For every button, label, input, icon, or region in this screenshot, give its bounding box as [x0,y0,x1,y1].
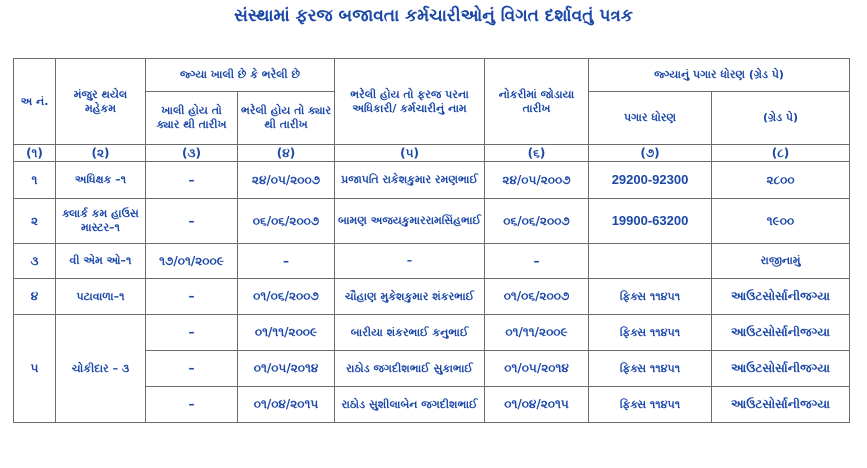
cell-employee-name: – [335,244,485,279]
header-grade-pay: (ગ્રેડ પે) [712,92,850,145]
cell-joined: ૦૧/૦૫/૨૦૧૪ [485,351,589,387]
cell-filled-from: ૨૪/૦૫/૨૦૦૭ [238,162,335,199]
cell-joined: ૦૬/૦૬/૨૦૦૭ [485,199,589,244]
column-number: (૫) [335,145,485,162]
cell-grade-pay: આઉટસોર્સાનીજગ્યા [712,315,850,351]
cell-vacant-from: – [146,279,238,315]
cell-sr: ૨ [14,199,56,244]
cell-pay-scale: ફિક્સ ૧૧૪૫૧ [589,351,712,387]
column-number: (૧) [14,145,56,162]
cell-grade-pay: આઉટસોર્સાનીજગ્યા [712,351,850,387]
cell-vacant-from: – [146,315,238,351]
header-vacancy-status: જ્ગ્યા ખાલી છે કે ભરેલી છે [146,59,335,92]
cell-pay-scale: ફિક્સ ૧૧૪૫૧ [589,279,712,315]
cell-employee-name: રાઠોડ સુશીલાબેન જગદીશભાઈ [335,387,485,423]
column-number: (૪) [238,145,335,162]
cell-employee-name: બારીયા શંકરભાઈ કનુભાઈ [335,315,485,351]
cell-post: પટાવાળા–૧ [56,279,146,315]
cell-pay-scale: 19900-63200 [589,199,712,244]
cell-employee-name: ચૌહાણ મુકેશકુમાર શંકરભાઈ [335,279,485,315]
cell-filled-from: ૦૧/૦૪/૨૦૧૫ [238,387,335,423]
cell-sr: ૩ [14,244,56,279]
cell-vacant-from: – [146,162,238,199]
header-vacant-date: ખાલી હોય તો ક્યાર થી તારીખ [146,92,238,145]
cell-joined: – [485,244,589,279]
cell-employee-name: પ્રજાપતિ રાકેશકુમાર રમણભાઈ [335,162,485,199]
cell-post: ચોકીદાર – ૩ [56,315,146,423]
page-title: સંસ્થામાં ફરજ બજાવતા કર્મચારીઓનું વિગત દર્શાવતું પત્રક [234,6,633,26]
column-number: (૩) [146,145,238,162]
column-number: (૭) [589,145,712,162]
cell-joined: ૦૧/૦૬/૨૦૦૭ [485,279,589,315]
header-pay-group: જ્ગ્યાનું પગાર ધોરણ (ગ્રેડ પે) [589,59,850,92]
header-sanctioned-post: મંજુર થયેલ મહેકમ [56,59,146,145]
cell-grade-pay: રાજીનામું [712,244,850,279]
cell-filled-from: ૦૧/૦૬/૨૦૦૭ [238,279,335,315]
cell-pay-scale: 29200-92300 [589,162,712,199]
header-joining-date: નોકરીમાં જોડાયા તારીખ [485,59,589,145]
cell-vacant-from: – [146,387,238,423]
cell-employee-name: રાઠોડ જગદીશભાઈ સુકાભાઈ [335,351,485,387]
cell-post: વી એમ ઓ–૧ [56,244,146,279]
cell-post: અધિક્ષક –૧ [56,162,146,199]
cell-filled-from: ૦૬/૦૬/૨૦૦૭ [238,199,335,244]
table-row [14,162,850,199]
staff-table [13,58,850,423]
cell-pay-scale: ફિક્સ ૧૧૪૫૧ [589,315,712,351]
cell-sr: ૪ [14,279,56,315]
cell-grade-pay: ૨૮૦૦ [712,162,850,199]
table-row [14,199,850,244]
cell-sr: ૫ [14,315,56,423]
header-filled-date: ભરેલી હોય તો ક્યાર થી તારીખ [238,92,335,145]
cell-vacant-from: ૧૭/૦૧/૨૦૦૯ [146,244,238,279]
cell-vacant-from: – [146,351,238,387]
cell-joined: ૦૧/૧૧/૨૦૦૯ [485,315,589,351]
cell-filled-from: ૦૧/૦૫/૨૦૧૪ [238,351,335,387]
cell-employee-name: બામણ અજયકુમારરામસિંહભાઈ [335,199,485,244]
header-pay-scale: પગાર ધોરણ [589,92,712,145]
column-number: (૮) [712,145,850,162]
table-row [14,244,850,279]
cell-grade-pay: આઉટસોર્સાનીજગ્યા [712,387,850,423]
cell-post: ક્લાર્ક કમ હાઉસ માસ્ટર–૧ [56,199,146,244]
cell-pay-scale: ફિક્સ ૧૧૪૫૧ [589,387,712,423]
header-employee-name: ભરેલી હોય તો ફરજ પરના અધિકારી/ કર્મચારીનું નામ [335,59,485,145]
cell-vacant-from: – [146,199,238,244]
cell-filled-from: – [238,244,335,279]
cell-grade-pay: આઉટસોર્સાનીજગ્યા [712,279,850,315]
cell-filled-from: ૦૧/૧૧/૨૦૦૯ [238,315,335,351]
table-row [14,315,850,351]
cell-joined: ૦૧/૦૪/૨૦૧૫ [485,387,589,423]
column-number: (૬) [485,145,589,162]
column-number: (૨) [56,145,146,162]
cell-sr: ૧ [14,162,56,199]
cell-joined: ૨૪/૦૫/૨૦૦૭ [485,162,589,199]
cell-grade-pay: ૧૯૦૦ [712,199,850,244]
table-row [14,279,850,315]
cell-pay-scale [589,244,712,279]
header-sr: અ નં. [14,59,56,145]
